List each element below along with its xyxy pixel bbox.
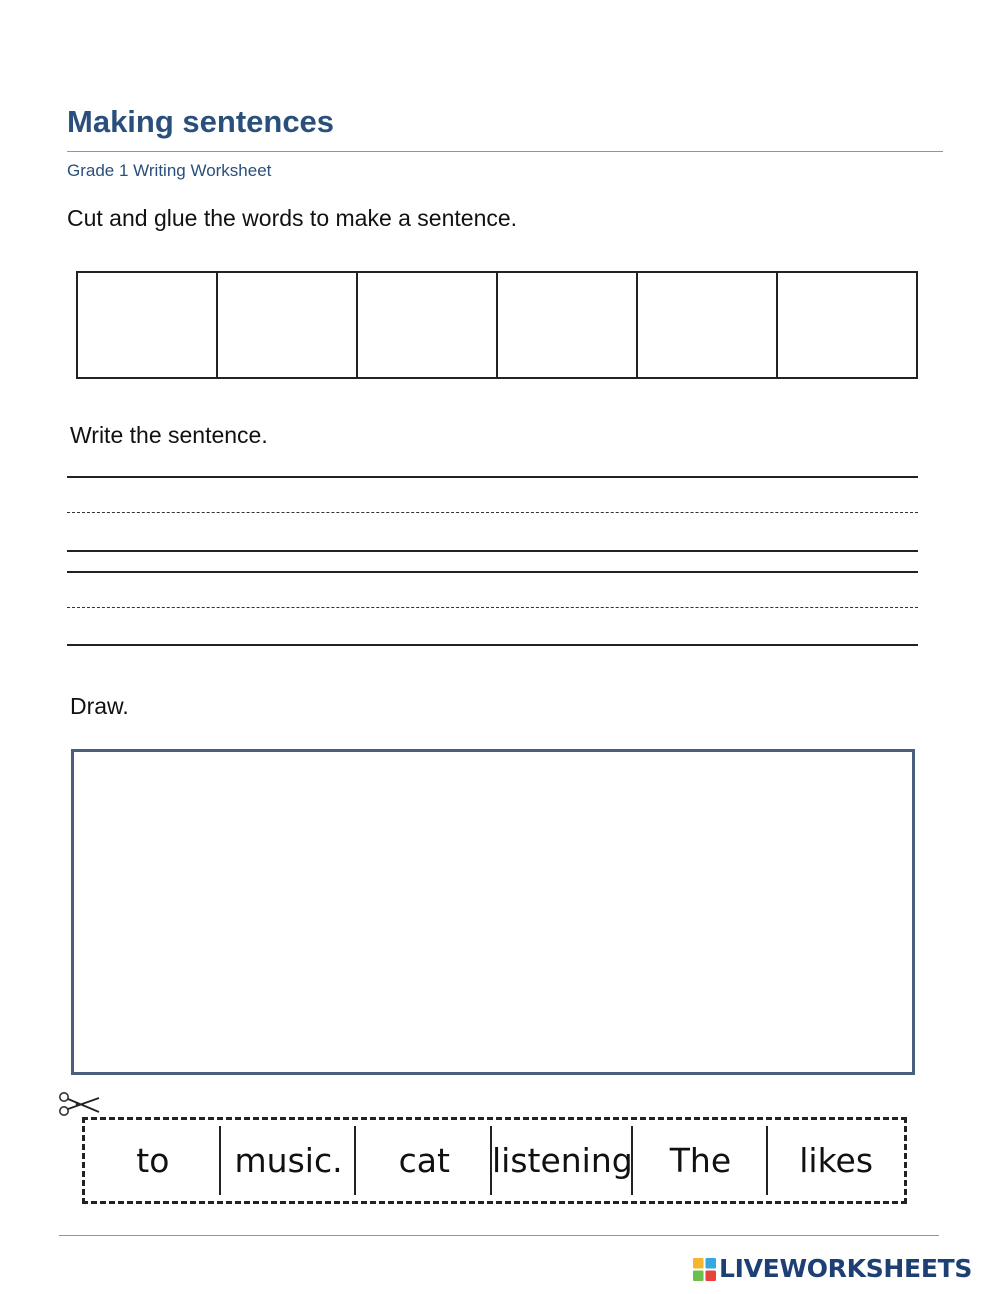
handwriting-mid-line [67,512,918,513]
liveworksheets-logo-icon [693,1258,716,1281]
page-subtitle: Grade 1 Writing Worksheet [67,161,272,180]
handwriting-top-line [67,476,918,478]
brand-name: LIVEWORKSHEETS [719,1254,973,1283]
cut-and-glue-instruction: Cut and glue the words to make a sentence. [67,205,518,231]
word-card-to[interactable]: to [85,1120,221,1201]
glue-box-row [76,271,918,379]
word-card-likes[interactable]: likes [799,1141,874,1180]
word-card-listening[interactable]: listening [492,1120,633,1201]
word-card-music[interactable]: music. [221,1120,357,1201]
cut-out-word-strip [82,1117,907,1204]
footer-divider [59,1235,939,1236]
glue-box[interactable] [778,273,916,377]
handwriting-base-line [67,644,918,646]
page-title: Making sentences [67,104,335,139]
liveworksheets-brand[interactable] [693,1254,972,1284]
handwriting-mid-line [67,607,918,608]
drawing-area[interactable] [71,749,915,1075]
glue-box[interactable] [218,273,358,377]
handwriting-top-line [67,571,918,573]
title-divider [67,151,943,152]
glue-box[interactable] [78,273,218,377]
glue-box[interactable] [358,273,498,377]
glue-box[interactable] [638,273,778,377]
glue-box[interactable] [498,273,638,377]
word-card-cat[interactable]: cat [356,1120,492,1201]
draw-instruction: Draw. [70,693,129,719]
word-card-the[interactable]: The [633,1120,769,1201]
write-instruction: Write the sentence. [70,422,268,448]
handwriting-base-line [67,550,918,552]
